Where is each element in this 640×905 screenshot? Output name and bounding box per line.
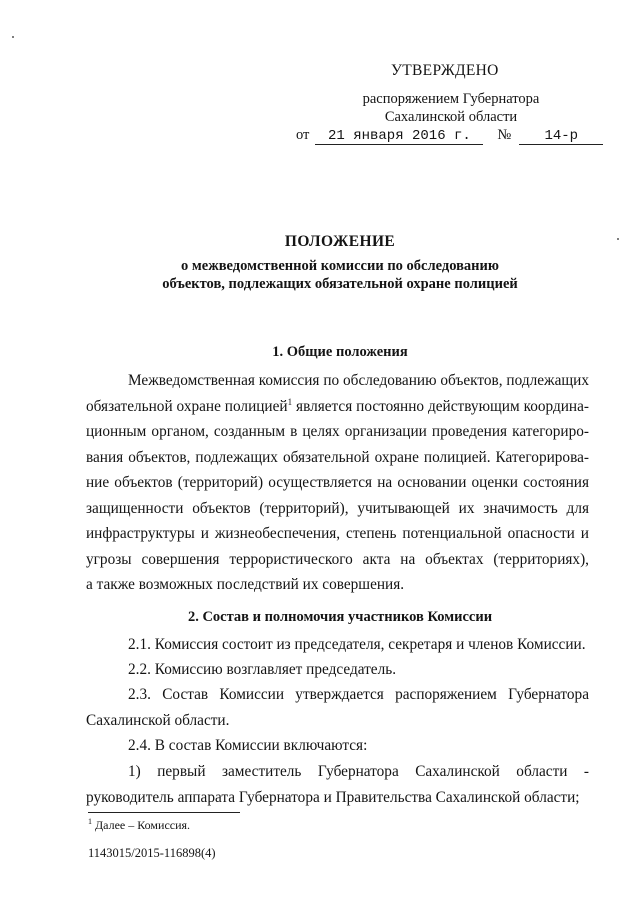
paragraph-line: ние объектов (территорий) осуществляется на основании оценки состояния bbox=[86, 474, 589, 491]
document-title: ПОЛОЖЕНИЕ bbox=[284, 233, 396, 250]
clause-line: 2.2. Комиссию возглавляет председатель. bbox=[128, 661, 397, 678]
clause-2-4-item-1 bbox=[86, 759, 589, 810]
clause-line: Сахалинской области. bbox=[86, 711, 230, 729]
section-1-paragraph bbox=[86, 368, 589, 598]
paragraph-line: Межведомственная комиссия по обследованию объектов, подлежащих bbox=[128, 372, 589, 389]
paragraph-line bbox=[86, 394, 589, 420]
scan-speck bbox=[12, 36, 14, 38]
footnote bbox=[88, 818, 190, 833]
order-number: 14-р bbox=[519, 129, 603, 145]
document-code: 1143015/2015-116898(4) bbox=[88, 846, 216, 860]
document-subtitle-line-1: о межведомственной комиссии по обследованию bbox=[181, 258, 499, 274]
clause-line: 2.1. Комиссия состоит из председателя, секретаря и членов Комиссии. bbox=[128, 636, 586, 653]
paragraph-line: а также возможных последствий их совершения. bbox=[86, 576, 405, 593]
clause-line: руководитель аппарата Губернатора и Правительства Сахалинской области; bbox=[86, 788, 580, 806]
footnote-separator bbox=[88, 812, 240, 813]
date-prefix: от bbox=[296, 127, 310, 143]
footnote-text: Далее – Комиссия. bbox=[95, 818, 191, 832]
document-subtitle-line-2: объектов, подлежащих обязательной охране полицией bbox=[162, 276, 518, 292]
number-sign: № bbox=[497, 127, 512, 143]
paragraph-fragment: является постоянно действующим координа- bbox=[296, 397, 589, 415]
clause-2-2 bbox=[86, 657, 589, 683]
clause-2-1 bbox=[86, 632, 589, 658]
section-1-title: 1. Общие положения bbox=[272, 344, 408, 360]
paragraph-line: вания объектов, подлежащих обязательной охране полицией. Категорирова- bbox=[86, 448, 589, 466]
paragraph-line: ционным органом, созданным в целях организации проведения категориро- bbox=[86, 423, 589, 440]
approval-line-2: Сахалинской области bbox=[384, 109, 518, 125]
clause-2-3 bbox=[86, 682, 589, 733]
footnote-mark: 1 bbox=[287, 396, 293, 407]
approval-title: УТВЕРЖДЕНО bbox=[391, 62, 499, 79]
clause-2-4 bbox=[86, 733, 589, 759]
clause-line: 2.4. В состав Комиссии включаются: bbox=[128, 737, 368, 754]
approval-line-1: распоряжением Губернатора bbox=[362, 91, 540, 107]
section-2-title: 2. Состав и полномочия участников Комиссии bbox=[187, 609, 493, 625]
clause-line: 2.3. Состав Комиссии утверждается распоряжением Губернатора bbox=[128, 686, 589, 703]
paragraph-line: инфраструктуры и жизнеобеспечения, степень потенциальной опасности и bbox=[86, 525, 589, 542]
order-reference bbox=[296, 127, 603, 145]
paragraph-line: угрозы совершения террористического акта на объектах (территориях), bbox=[86, 550, 589, 568]
paragraph-fragment: обязательной охране полицией bbox=[86, 397, 288, 415]
paragraph-line: защищенности объектов (территорий), учитывающей их значимость для bbox=[86, 499, 589, 517]
footnote-number: 1 bbox=[88, 817, 92, 826]
order-date: 21 января 2016 г. bbox=[315, 129, 483, 145]
clause-line: 1) первый заместитель Губернатора Сахалинской области - bbox=[128, 763, 589, 780]
